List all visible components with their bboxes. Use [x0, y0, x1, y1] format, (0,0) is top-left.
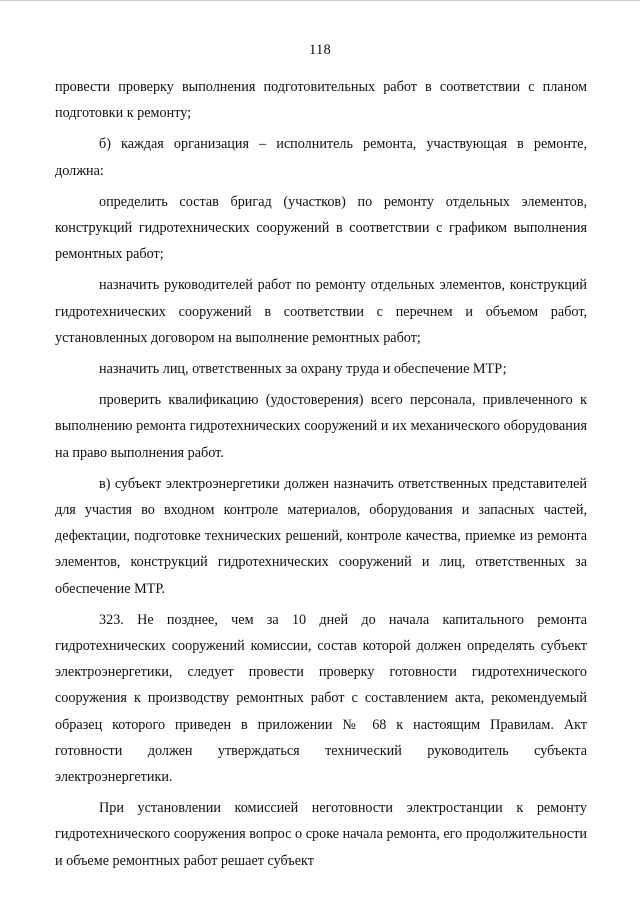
- paragraph-check-qualification: проверить квалификацию (удостоверения) всего персонала, привлеченного к выполнению ремонта гидротехнических сооружений и их механического оборудования на право выполнения работ.: [55, 392, 587, 461]
- paragraph-define-teams: определить состав бригад (участков) по ремонту отдельных элементов, конструкций гидротехнических сооружений в соответствии с графиком выполнения ремонтных работ;: [55, 193, 587, 263]
- paragraph-assign-managers: назначить руководителей работ по ремонту отдельных элементов, конструкций гидротехнических сооружений в соответствии с перечнем и объемом работ, установленных договором на выполнение ремонтных работ;: [55, 277, 587, 346]
- top-rule: [0, 0, 640, 1]
- paragraph-item-v: в) субъект электроэнергетики должен назначить ответственных представителей для участия во входном контроле материалов, оборудования и запасных частей, дефектации, подготовке технических решений, контроле качества, приемке из ремонта элементов, конструкций гидротехнических сооружений и лиц, ответственных за обеспечение МТР.: [55, 475, 587, 597]
- page-number: 118: [308, 42, 332, 58]
- paragraph-323: 323. Не позднее, чем за 10 дней до начала капитального ремонта гидротехнических сооружений комиссии, состав которой должен определять субъект электроэнергетики, следует провести проверку готовности гидротехнического сооружения к производству ремонтных работ с составлением акта, рекомендуемый образец которого приведен в приложении № 68 к настоящим Правилам. Акт готовности должен утверждаться технический руководитель субъекта электроэнергетики.: [55, 611, 587, 786]
- document-body: [55, 74, 587, 874]
- paragraph-assign-safety: назначить лиц, ответственных за охрану труда и обеспечение МТР;: [99, 361, 507, 378]
- paragraph-continuation: провести проверку выполнения подготовительных работ в соответствии с планом подготовки к ремонту;: [55, 79, 587, 122]
- paragraph-item-b: б) каждая организация – исполнитель ремонта, участвующая в ремонте, должна:: [55, 136, 587, 179]
- paragraph-unreadiness: При установлении комиссией неготовности электростанции к ремонту гидротехнического сооружения вопрос о сроке начала ремонта, его продолжительности и объеме ремонтных работ решает субъект: [55, 800, 587, 869]
